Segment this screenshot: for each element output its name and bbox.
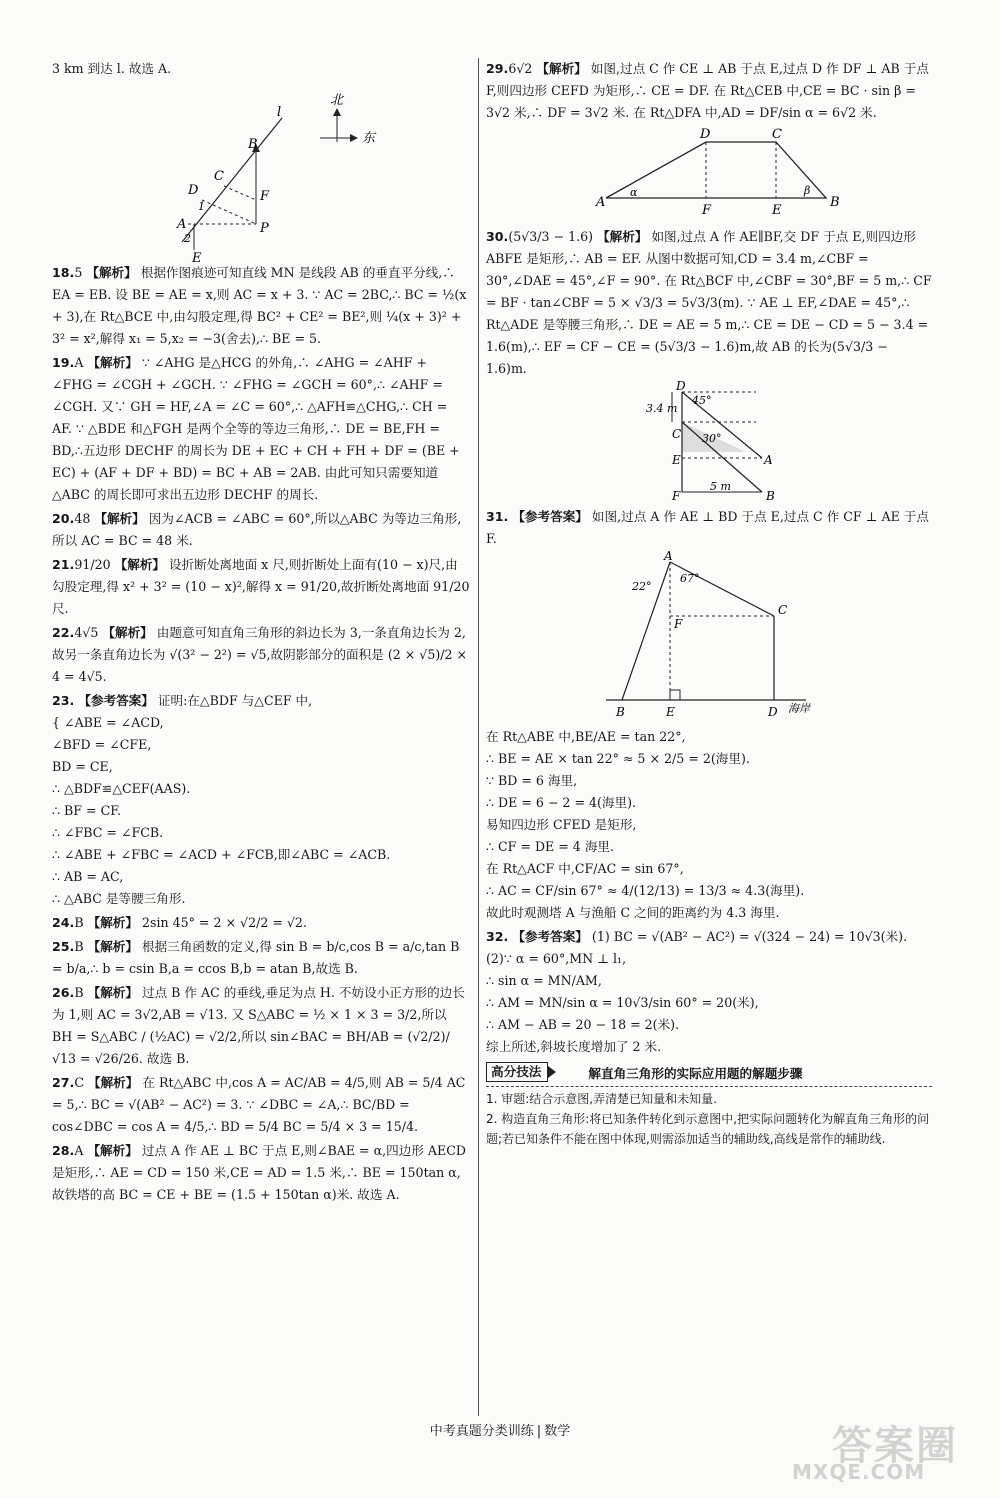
item-answer: B [74, 985, 84, 1000]
svg-text:E: E [772, 203, 782, 218]
item-number: 18. [52, 265, 75, 280]
answer-line [52, 690, 470, 712]
item-text: 由题意可知直角三角形的斜边长为 3,一条直角边长为 2,故另一条直角边长为 √(3² − 2²) = √5,故阴影部分的面积是 (2 × √5)/2 × 4 = 4√5. [52, 625, 468, 684]
item-answer: A [74, 355, 84, 370]
item-answer: 91/20 [74, 557, 111, 572]
item-number: 28. [52, 1143, 75, 1158]
item-answer: B [74, 915, 84, 930]
svg-text:F: F [672, 489, 681, 503]
svg-text:B: B [248, 137, 258, 152]
answer-line [52, 622, 470, 688]
item-tag: 【解析】 [87, 1075, 139, 1090]
item-31-after [486, 726, 932, 924]
answer-line [52, 800, 470, 822]
answer-item [52, 508, 470, 552]
item-text: 证明:在△BDF 与△CEF 中, [157, 693, 313, 708]
item-number: 22. [52, 625, 75, 640]
item-tag: 【解析】 [87, 915, 138, 930]
north-label: 北 [330, 93, 344, 108]
item-number: 20. [52, 511, 75, 526]
svg-text:海岸: 海岸 [788, 702, 810, 715]
item-tag: 【解析】 [87, 355, 138, 370]
item-text: ∴ △BDF≌△CEF(AAS). [52, 781, 191, 796]
item-number: 26. [52, 985, 75, 1000]
item-text: 在 Rt△ABC 中,cos A = AC/AB = 4/5,则 AB = 5/4 AC = 5,∴ BC = √(AB² − AC²) = 3. ∵ ∠DBC = ∠A,∴ BC/BD = cos∠DBC = cos A = 4/5,∴ BD = 5/4 BC = 5/4 × 3 = 15/4. [52, 1075, 466, 1134]
svg-text:B: B [766, 489, 775, 503]
answer-line: ∵ BD = 6 海里, [486, 773, 578, 788]
figure-17 [52, 82, 470, 266]
item-text: ∴ AB = AC, [52, 869, 124, 884]
item-number: 21. [52, 557, 75, 572]
item-text: (1) BC = √(AB² − AC²) = √(324 − 24) = 10√3(米). [591, 929, 908, 944]
answer-line [52, 866, 470, 888]
answer-line [486, 970, 932, 992]
svg-text:F: F [674, 617, 683, 631]
figure-17-svg [52, 82, 470, 266]
item-answer: B [74, 939, 84, 954]
item-text: ∴ ∠ABE + ∠FBC = ∠ACD + ∠FCB,即∠ABC = ∠ACB. [52, 847, 391, 862]
answer-item [52, 262, 470, 350]
svg-text:D: D [700, 127, 711, 142]
tip-badge: 高分技法 [486, 1062, 548, 1082]
svg-text:C: C [214, 169, 224, 184]
tip-line-1: 1. 审题:结合示意图,弄清楚已知量和未知量. [486, 1092, 717, 1106]
answer-line [52, 778, 470, 800]
item-number: 32. [486, 929, 509, 944]
item-tag: 【解析】 [114, 557, 165, 572]
answer-line: ∴ CF = DE = 4 海里. [486, 839, 615, 854]
watermark-text: 答案圈 [832, 1423, 958, 1469]
item-31: 31. 【参考答案】 如图,过点 A 作 AE ⊥ BD 于点 E,过点 C 作 CF ⊥ AE 于点 F. [486, 509, 929, 546]
answer-line [52, 912, 470, 934]
answer-line [52, 982, 470, 1070]
svg-text:D: D [676, 379, 686, 393]
item-number: 24. [52, 915, 75, 930]
column-divider [478, 58, 479, 1416]
item-text: 设折断处离地面 x 尺,则折断处上面有(10 − x)尺,由勾股定理,得 x² + 3² = (10 − x)²,解得 x = 91/20,故折断处离地面 91/20 尺. [52, 557, 470, 616]
tip-header [486, 1062, 932, 1082]
item-32 [486, 926, 932, 1058]
answer-line [52, 554, 470, 620]
answer-item [52, 554, 470, 620]
figure-30 [486, 379, 932, 503]
answer-line: ∴ DE = 6 − 2 = 4(海里). [486, 795, 637, 810]
svg-text:A: A [664, 549, 673, 563]
svg-text:5 m: 5 m [710, 480, 731, 493]
answer-line: 在 Rt△ACF 中,CF/AC = sin 67°, [486, 861, 684, 876]
answer-line [52, 352, 470, 506]
item-30: 30.(5√3/3 − 1.6) 【解析】 如图,过点 A 作 AE∥BF,交 DF 于点 E,则四边形 ABFE 是矩形,∴ AB = EF. 从图中数据可知,CD = 3.4 m,∠CBF = 30°,∠DAE = 45°,∠F = 90°. 在 Rt△BCF 中,∠CBF = 30°,BF = 5 m,∴ CF = BF · tan∠CBF = 5 × √3/3 = 5√3/3(m). ∵ AE ⊥ EF,∠DAE = 45°,∴ Rt△ADE 是等腰三角形,∴ DE = AE = 5 m,∴ CE = DE − CD = 5 − 3.4 = 1.6(m),∴ EF = CF − CE = (5√3/3 − 1.6)m,故 AB 的长为(5√3/3 − 1.6)m. [486, 229, 932, 376]
answer-line [486, 992, 932, 1014]
figure-29-svg [486, 126, 932, 222]
svg-text:30°: 30° [702, 432, 722, 445]
tip-divider [486, 1086, 932, 1087]
answer-item [52, 690, 470, 910]
footer-subject: 数学 [544, 1424, 571, 1439]
answer-line: ∴ AC = CF/sin 67° ≈ 4/(12/13) = 13/3 ≈ 4.3(海里). [486, 883, 805, 898]
item-answer: C [74, 1075, 84, 1090]
svg-text:α: α [630, 186, 638, 199]
page-footer: 中考真题分类训练 | 数学 [429, 1424, 571, 1439]
left-items [52, 262, 470, 1206]
answer-line [52, 822, 470, 844]
svg-text:E: E [672, 453, 681, 467]
answer-line [486, 1014, 932, 1036]
item-answer: A [74, 1143, 84, 1158]
answer-item [52, 352, 470, 506]
item-text: ∴ sin α = MN/AM, [486, 973, 602, 988]
watermark-logo [792, 1414, 982, 1484]
item-tag: 【参考答案】 [512, 929, 588, 944]
answer-line: ∴ BE = AE × tan 22° ≈ 5 × 2/5 = 2(海里). [486, 751, 750, 766]
item-text: ∴ △ABC 是等腰三角形. [52, 891, 186, 906]
left-column [52, 58, 470, 1208]
intro-text: 3 km 到达 l. 故选 A. [52, 61, 172, 76]
svg-text:F: F [260, 189, 270, 204]
svg-text:C: C [672, 427, 682, 441]
watermark-url: MXQE.COM [792, 1460, 926, 1484]
svg-text:1: 1 [198, 200, 205, 213]
tip-line-2: 2. 构造直角三角形:将已知条件转化到示意图中,把实际问题转化为解直角三角形的问题;若已知条件不能在图中体现,则需添加适当的辅助线,高线是常作的辅助线. [486, 1112, 930, 1146]
item-text: 根据作图痕迹可知直线 MN 是线段 AB 的垂直平分线,∴ EA = EB. 设 BE = AE = x,则 AC = x + 3. ∵ AC = 2BC,∴ BC = ½(x + 3),在 Rt△BCE 中,由勾股定理,得 BC² + CE² = BE²,则 ¼(x + 3)² + 3² = x²,解得 x₁ = 5,x₂ = −3(舍去),∴ BE = 5. [52, 265, 467, 346]
answer-line: 故此时观测塔 A 与渔船 C 之间的距离约为 4.3 海里. [486, 905, 780, 920]
item-tag: 【解析】 [86, 265, 137, 280]
svg-text:E: E [666, 705, 675, 719]
answer-line [52, 734, 470, 756]
item-answer: 5 [74, 265, 83, 280]
item-tag: 【参考答案】 [78, 693, 154, 708]
item-text: ∠BFD = ∠CFE, [52, 737, 152, 752]
intro-line [52, 58, 470, 80]
answer-item [52, 912, 470, 934]
answer-line [52, 262, 470, 350]
answer-line [52, 844, 470, 866]
item-tag: 【解析】 [94, 511, 145, 526]
item-text: (2)∵ α = 60°,MN ⊥ l₁, [486, 951, 627, 966]
svg-text:D: D [188, 183, 199, 198]
answer-line [52, 888, 470, 910]
item-number: 19. [52, 355, 75, 370]
answer-item [52, 1072, 470, 1138]
item-text: BD = CE, [52, 759, 113, 774]
item-tag: 【解析】 [102, 625, 153, 640]
figure-29 [486, 126, 932, 222]
svg-text:A: A [177, 217, 187, 232]
answer-line [52, 712, 470, 734]
svg-text:67°: 67° [680, 572, 700, 585]
answer-line [52, 508, 470, 552]
item-text: 根据三角函数的定义,得 sin B = b/c,cos B = a/c,tan B = b/a,∴ b = csin B,a = ccos B,b = atan B,故选 B. [52, 939, 460, 976]
svg-text:A: A [764, 453, 773, 467]
answer-line [52, 1072, 470, 1138]
item-text: ∴ AM = MN/sin α = 10√3/sin 60° = 20(米), [486, 995, 759, 1010]
tip-title: 解直角三角形的实际应用题的解题步骤 [588, 1065, 803, 1081]
answer-item [52, 936, 470, 980]
item-text: 过点 A 作 AE ⊥ BC 于点 E,则∠BAE = α,四边形 AECD 是矩形,∴ AE = CD = 150 米,CE = AD = 1.5 米,∴ BE = 150tan α,故铁塔的高 BC = CE + BE = (1.5 + 150tan α)米. 故选 A. [52, 1143, 466, 1202]
item-text: 2sin 45° = 2 × √2/2 = √2. [141, 915, 307, 930]
item-answer: 4√5 [74, 625, 99, 640]
svg-text:C: C [772, 127, 782, 142]
item-number: 25. [52, 939, 75, 954]
item-29: 29.6√2 【解析】 如图,过点 C 作 CE ⊥ AB 于点 E,过点 D 作 DF ⊥ AB 于点 F,则四边形 CEFD 为矩形,∴ CE = DF. 在 Rt△CEB 中,CE = BC · sin β = 3√2 米,∴ DF = 3√2 米. 在 Rt△DFA 中,AD = DF/sin α = 6√2 米. [486, 61, 929, 120]
item-text: { ∠ABE = ∠ACD, [52, 715, 164, 730]
answer-line [486, 926, 932, 948]
answer-item [52, 1140, 470, 1206]
svg-text:22°: 22° [632, 580, 652, 593]
svg-text:B: B [830, 195, 840, 210]
svg-text:2: 2 [184, 232, 191, 245]
answer-line [486, 948, 932, 970]
item-text: ∴ BF = CF. [52, 803, 121, 818]
item-number: 23. [52, 693, 75, 708]
answer-line [52, 756, 470, 778]
figure-30-svg [486, 379, 932, 503]
answer-line [486, 1036, 932, 1058]
answer-line [52, 1140, 470, 1206]
svg-text:D: D [768, 705, 778, 719]
svg-text:B: B [616, 705, 625, 719]
answer-line: 易知四边形 CFED 是矩形, [486, 817, 637, 832]
item-text: ∴ ∠FBC = ∠FCB. [52, 825, 164, 840]
item-text: ∵ ∠AHG 是△HCG 的外角,∴ ∠AHG = ∠AHF + ∠FHG = ∠CGH + ∠GCH. ∵ ∠FHG = ∠GCH = 60°,∴ ∠AHF = ∠CGH. 又∵ GH = HF,∠A = ∠C = 60°,∴ △AFH≌△CHG,∴ CH = AF. ∵ △BDE 和△FGH 是两个全等的等边三角形,∴ DE = BE,FH = BD,∴五边形 DECHF 的周长为 DE + EC + CH + FH + DF = (BE + EC) + (AF + DF + BD) = BC + AB = 2AB. 由此可知只需要知道△ABC 的周长即可求出五边形 DECHF 的周长. [52, 355, 460, 502]
svg-text:A: A [596, 195, 606, 210]
tip-body [486, 1089, 932, 1149]
item-tag: 【解析】 [87, 1143, 138, 1158]
svg-text:P: P [260, 221, 269, 236]
item-tag: 【解析】 [87, 939, 138, 954]
footer-book-title: 中考真题分类训练 [429, 1424, 534, 1439]
item-text: ∴ AM − AB = 20 − 18 = 2(米). [486, 1017, 680, 1032]
east-label: 东 [362, 131, 376, 146]
answer-item [52, 622, 470, 688]
svg-text:F: F [702, 203, 712, 218]
figure-31 [486, 549, 932, 722]
svg-text:E: E [192, 251, 202, 266]
item-tag: 【解析】 [87, 985, 138, 1000]
answer-line [52, 936, 470, 980]
item-text: 过点 B 作 AC 的垂线,垂足为点 H. 不妨设小正方形的边长为 1,则 AC = 3√2,AB = √13. 又 S△ABC = ½ × 1 × 3 = 3/2,所以 BH = S△ABC / (½AC) = √2/2,所以 sin∠BAC = BH/AB = (√2/2)/√13 = √26/26. 故选 B. [52, 985, 465, 1066]
answer-line: 在 Rt△ABE 中,BE/AE = tan 22°, [486, 729, 686, 744]
svg-text:β: β [804, 184, 811, 197]
item-number: 27. [52, 1075, 75, 1090]
item-text: 综上所述,斜坡长度增加了 2 米. [486, 1039, 662, 1054]
svg-text:l: l [277, 105, 282, 120]
svg-text:C: C [778, 603, 788, 617]
item-text: 因为∠ACB = ∠ABC = 60°,所以△ABC 为等边三角形,所以 AC = BC = 48 米. [52, 511, 462, 548]
figure-31-svg [486, 549, 932, 722]
answer-item [52, 982, 470, 1070]
item-answer: 48 [74, 511, 91, 526]
svg-text:45°: 45° [692, 394, 712, 407]
svg-text:3.4 m: 3.4 m [646, 402, 678, 415]
right-column [486, 58, 932, 1149]
